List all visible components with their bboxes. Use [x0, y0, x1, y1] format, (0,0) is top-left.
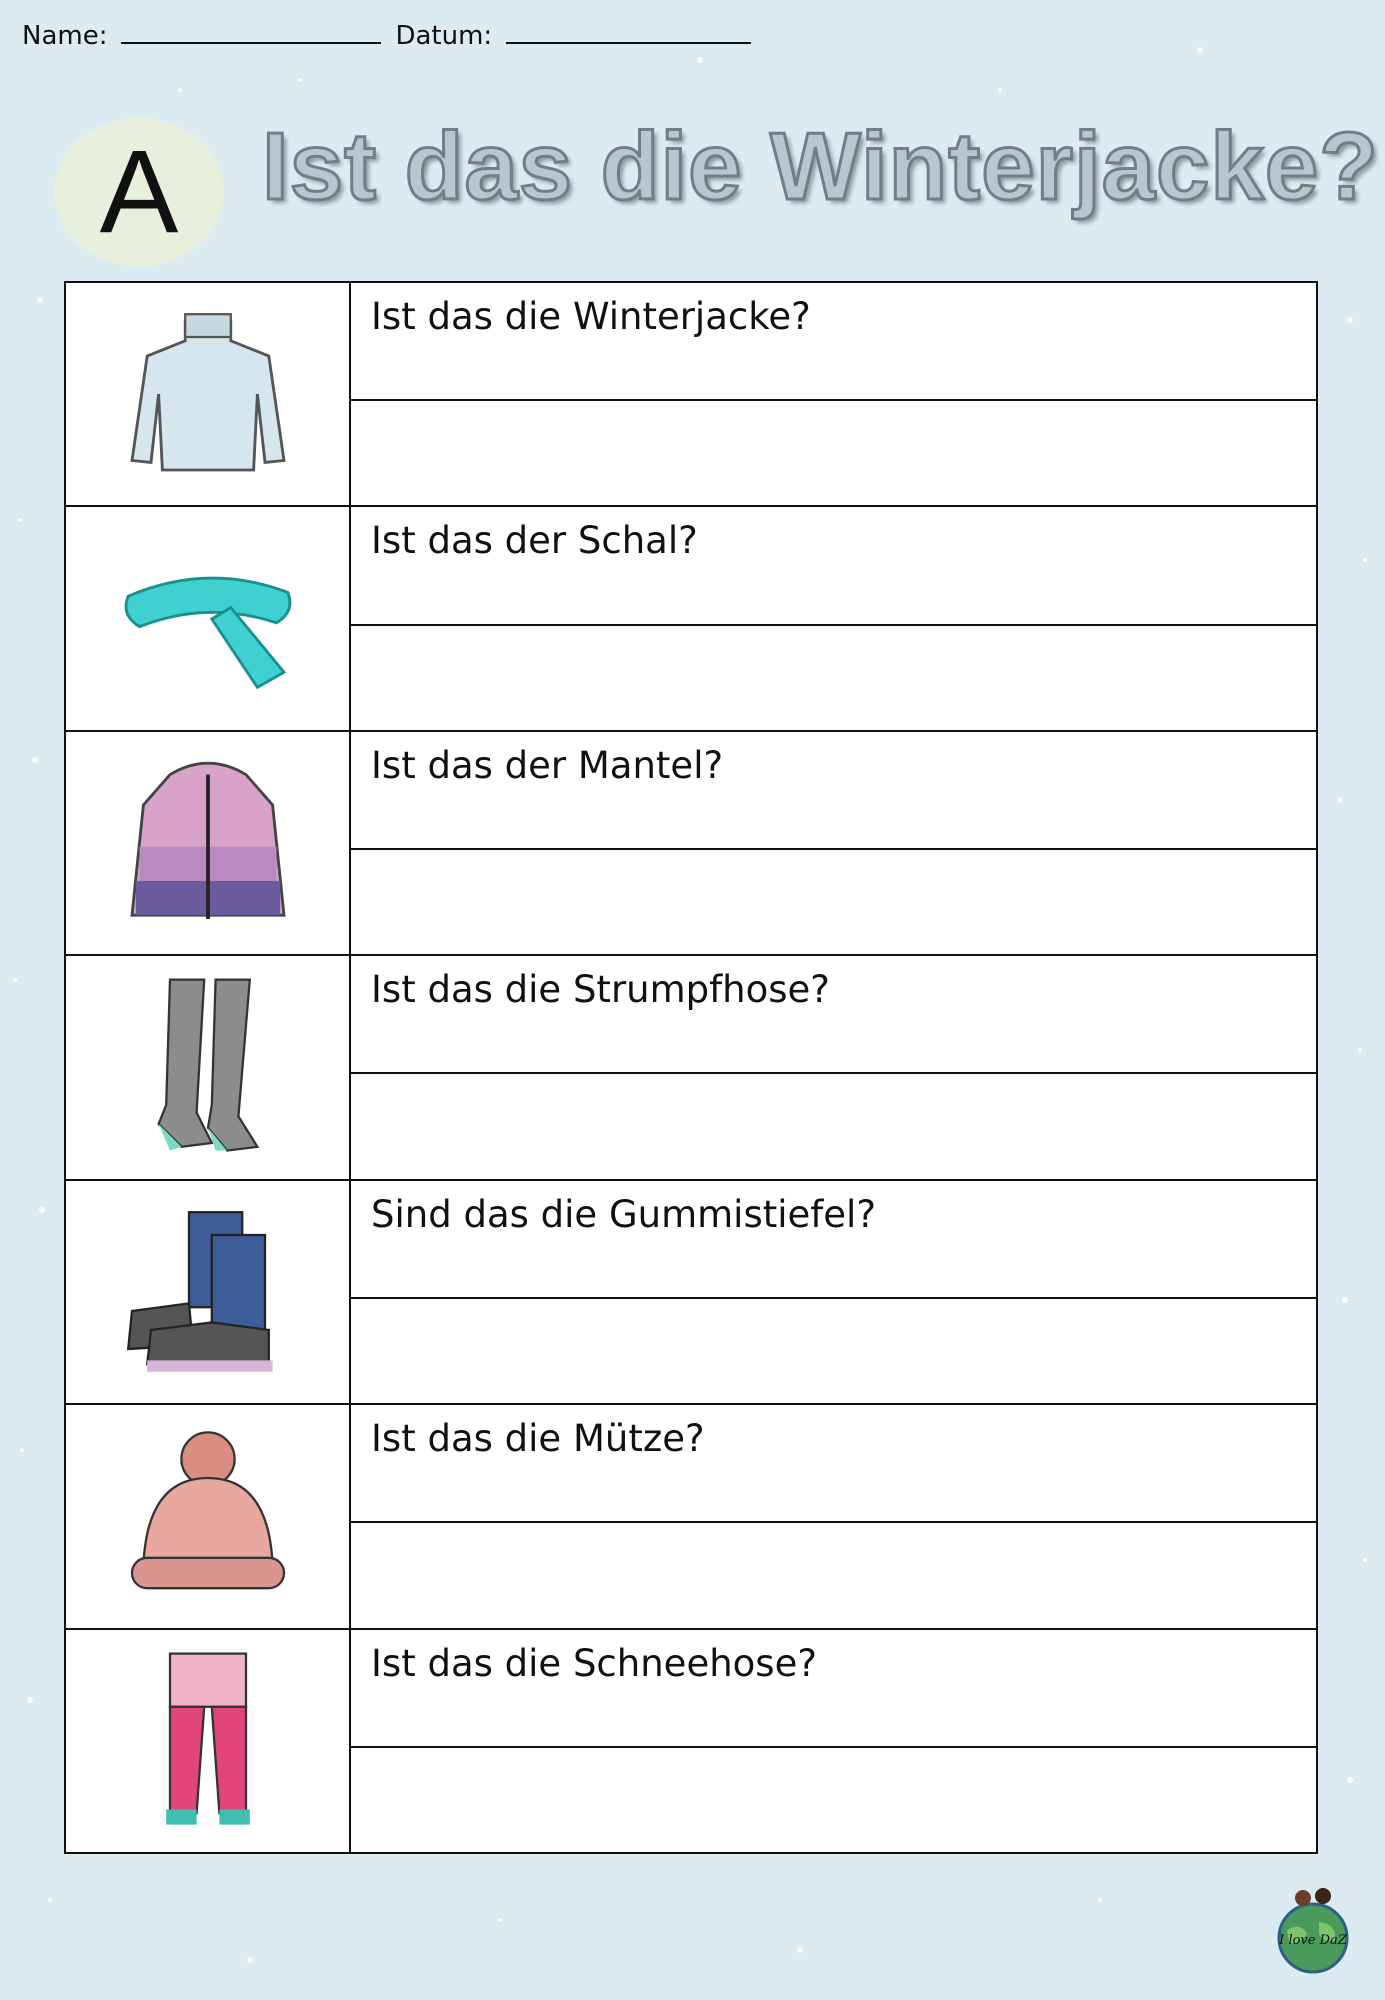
question-line: Ist das die Strumpfhose?	[351, 956, 1316, 1074]
answer-line[interactable]	[351, 1748, 1316, 1852]
worksheet-table	[64, 281, 1318, 1854]
table-row	[66, 954, 1316, 1178]
svg-text:I love DaZ: I love DaZ	[1279, 1933, 1347, 1948]
date-label: Datum:	[395, 21, 493, 51]
name-label: Name:	[22, 21, 108, 51]
coat-icon	[113, 748, 303, 938]
name-field[interactable]	[121, 20, 381, 44]
answer-line[interactable]	[351, 1299, 1316, 1403]
table-row	[66, 1179, 1316, 1403]
table-row	[66, 1403, 1316, 1627]
answer-line[interactable]	[351, 1074, 1316, 1178]
date-field[interactable]	[506, 20, 751, 44]
picture-cell	[66, 1630, 351, 1852]
i-love-daz-logo	[1267, 1882, 1359, 1982]
question-line: Ist das die Mütze?	[351, 1405, 1316, 1523]
picture-cell	[66, 732, 351, 954]
snowpants-icon	[113, 1646, 303, 1836]
question-line: Ist das die Winterjacke?	[351, 283, 1316, 401]
picture-cell	[66, 956, 351, 1178]
picture-cell	[66, 1405, 351, 1627]
table-row	[66, 283, 1316, 505]
sweater-icon	[113, 299, 303, 489]
table-row	[66, 1628, 1316, 1852]
tights-icon	[113, 972, 303, 1162]
picture-cell	[66, 507, 351, 729]
picture-cell	[66, 283, 351, 505]
answer-line[interactable]	[351, 401, 1316, 505]
question-line: Ist das der Schal?	[351, 507, 1316, 625]
name-date-line	[22, 20, 751, 51]
scarf-icon	[113, 524, 303, 714]
hat-icon	[113, 1421, 303, 1611]
question-line: Ist das der Mantel?	[351, 732, 1316, 850]
question-line: Sind das die Gummistiefel?	[351, 1181, 1316, 1299]
table-row	[66, 505, 1316, 729]
boots-icon	[113, 1197, 303, 1387]
section-badge: A	[54, 118, 224, 266]
picture-cell	[66, 1181, 351, 1403]
answer-line[interactable]	[351, 850, 1316, 954]
answer-line[interactable]	[351, 1523, 1316, 1627]
page-title: Ist das die Winterjacke?	[262, 113, 1379, 220]
question-line: Ist das die Schneehose?	[351, 1630, 1316, 1748]
answer-line[interactable]	[351, 626, 1316, 730]
table-row	[66, 730, 1316, 954]
